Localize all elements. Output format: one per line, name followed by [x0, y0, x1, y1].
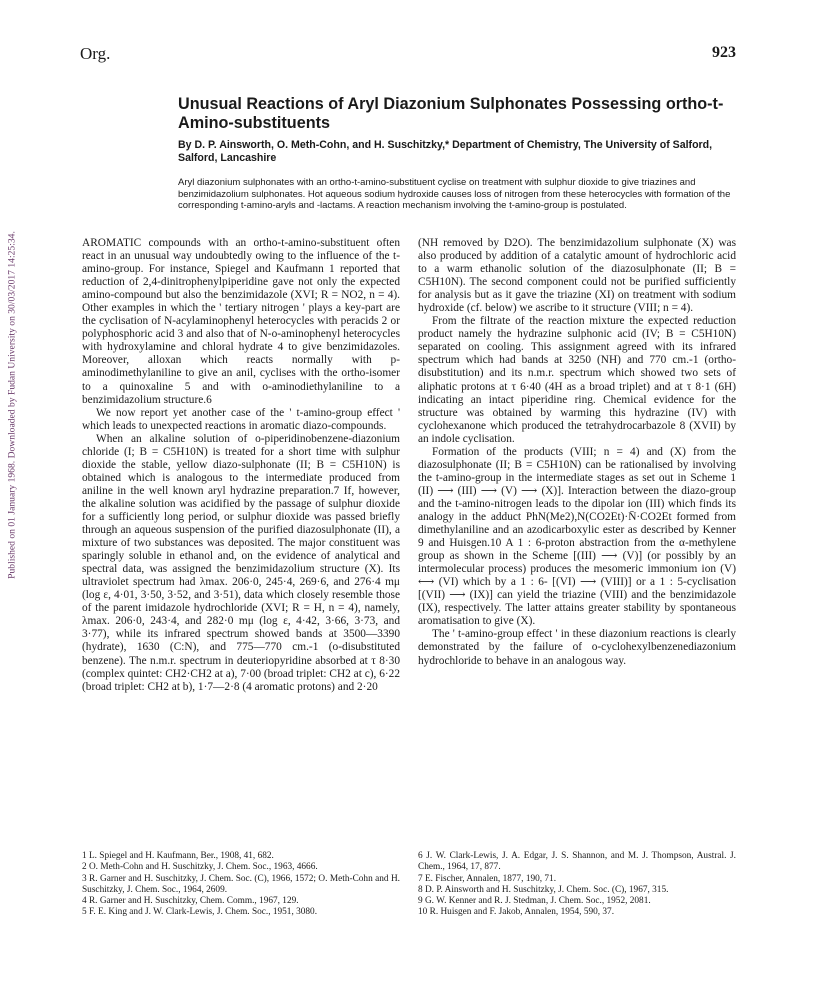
footnote: 4 R. Garner and H. Suschitzky, Chem. Comm., 1967, 129.: [82, 896, 299, 907]
body-paragraph: Formation of the products (VIII; n = 4) and (X) from the diazosulphonate (II; B = C5H10N) can be rationalised by involving the t-amino-group in the intermediate stages as set out in Scheme 1 (II) ⟶ (III) ⟶ (V) ⟶ (X)]. Interaction between the diazo-group and the t-amino-nitrogen leads to the dipolar ion (III) which finds its analogy in the adduct PhN(Me2),N(CO2Et)·N̄·CO2Et formed from dimethylaniline and an azodicarboxylic ester as described by Kenner 9 and Huisgen.10 A 1 : 6-proton abstraction from the α-methylene group as shown in the Scheme [(III) ⟶ (V)] (or possibly by an intermolecular process) produces the mesomeric immonium ion (V) ⟷ (VI) which by a 1 : 6- [(VI) ⟶ (VIII)] or a 1 : 5-cyclisation [(VII) ⟶ (IX)] can yield the triazine (VIII) and the benzimidazole (IX), respectively. The latter attains greater stability by spontaneous aromatisation to give (X).: [418, 445, 736, 628]
body-paragraph: (NH removed by D2O). The benzimidazolium sulphonate (X) was also produced by addition of a catalytic amount of hydrochloric acid to a warm ethanolic solution of the diazosulphonate (II; B = C5H10N). The second component could not be purified sufficiently for analysis but as it gave the triazine (XI) on treatment with sodium hydroxide (cf. below) we ascribe to it structure (VIII; n = 4).: [418, 237, 736, 315]
body-column-left: [82, 237, 400, 694]
body-paragraph: From the filtrate of the reaction mixture the expected reduction product namely the hydrazine sulphonic acid (IV; B = C5H10N) separated on cooling. This assignment agreed with its infrared spectrum which had bands at 3250 (NH) and 770 cm.-1 (ortho-disubstitution) and its n.m.r. spectrum which showed two sets of aliphatic protons at τ 6·40 (4H as a broad triplet) and at τ 8·1 (6H) indicating an intact piperidine ring. Chemical evidence for the structure was obtained by warming this hydrazine (IV) with cyclohexanone which produced the tetrahydrocarbazole 8 (XVII) by an indole cyclisation.: [418, 315, 736, 445]
body-paragraph: When an alkaline solution of o-piperidinobenzene-diazonium chloride (I; B = C5H10N) is treated for a short time with sulphur dioxide the stable, yellow diazo-sulphonate (II; B = C5H10N) is obtained which is analogous to the intermediate produced from aniline in the well known aryl hydrazine preparation.7 If, however, the alkaline solution was acidified by the passage of sulphur dioxide for a sufficiently long period, or sulphur dioxide was passed briefly through an aqueous suspension of the purified diazosulphonate (II), a mixture of two substances was deposited. The major constituent was sparingly soluble in ethanol and, on the evidence of analytical and spectral data, was assigned the benzimidazolium structure (X). Its ultraviolet spectrum had λmax. 206·0, 245·4, 269·6, and 276·4 mμ (log ε, 4·01, 3·50, 3·52, and 3·51), data which closely resemble those of the parent imidazole hydrochloride (XVI; R = H, n = 4), namely, λmax. 206·0, 243·4, and 282·0 mμ (log ε, 4·42, 3·66, 3·73, and 3·77), while its infrared spectrum showed bands at 3500—3390 (hydrate), 1630 (C:N), and 775—770 cm.-1 (o-disubstituted benzene). The n.m.r. spectrum in deuteriopyridine absorbed at τ 8·30 (complex quintet: CH2·CH2 at a), 7·00 (broad triplet: CH2 at c), 6·22 (broad triplet: CH2 at b), 1·7—2·8 (4 aromatic protons) and 2·20: [82, 432, 400, 693]
sidebar-text: Published on 01 January 1968. Downloaded by Fudan University on 30/03/2017 14:25:34.: [6, 231, 18, 579]
footnotes-right: [418, 851, 736, 919]
footnote: 7 E. Fischer, Annalen, 1877, 190, 71.: [418, 873, 557, 884]
running-head: [80, 44, 736, 64]
article-title: Unusual Reactions of Aryl Diazonium Sulphonates Possessing ortho-t-Amino-substituents: [178, 95, 724, 132]
body-paragraph: The ' t-amino-group effect ' in these diazonium reactions is clearly demonstrated by the failure of o-cyclohexylbenzenediazonium hydrochloride to behave in an analogous way.: [418, 628, 736, 667]
footnote: 5 F. E. King and J. W. Clark-Lewis, J. Chem. Soc., 1951, 3080.: [82, 907, 318, 918]
download-sidebar-note: [4, 190, 20, 620]
affiliation: Department of Chemistry, The University of Salford, Salford, Lancashire: [178, 139, 713, 164]
author-names: By D. P. Ainsworth, O. Meth-Cohn, and H. Suschitzky,*: [178, 139, 450, 151]
footnote: 8 D. P. Ainsworth and H. Suschitzky, J. Chem. Soc. (C), 1967, 315.: [418, 884, 669, 895]
footnote: 1 L. Spiegel and H. Kaufmann, Ber., 1908, 41, 682.: [82, 851, 274, 861]
footnote: 6 J. W. Clark-Lewis, J. A. Edgar, J. S. Shannon, and M. J. Thompson, Austral. J. Chem., 1964, 17, 877.: [418, 851, 736, 873]
author-block: [178, 139, 738, 165]
journal-section: Org.: [80, 44, 111, 63]
body-column-right: [418, 237, 736, 668]
page-number: 923: [712, 44, 736, 61]
body-paragraph: We now report yet another case of the ' t-amino-group effect ' which leads to unexpected reactions in aromatic diazo-compounds.: [82, 406, 400, 432]
footnote: 3 R. Garner and H. Suschitzky, J. Chem. Soc. (C), 1966, 1572; O. Meth-Cohn and H. Suschitzky, J. Chem. Soc., 1964, 2609.: [82, 873, 400, 895]
footnote: 9 G. W. Kenner and R. J. Stedman, J. Chem. Soc., 1952, 2081.: [418, 896, 651, 907]
footnote: 10 R. Huisgen and F. Jakob, Annalen, 1954, 590, 37.: [418, 907, 615, 918]
body-paragraph: AROMATIC compounds with an ortho-t-amino-substituent often react in an unusual way undoubtedly owing to the influence of the t-amino-group. For instance, Spiegel and Kaufmann 1 reported that reduction of 2,4-dinitrophenylpiperidine gave not only the expected amino-compound but also the benzimidazole (XVI; R = NO2, n = 4). Other examples in which the ' tertiary nitrogen ' plays a key-part are the cyclisation of N-acylaminophenyl heterocycles with peracids 2 or polyphosphoric acid 3 and also that of N-o-aminophenyl heterocycles with hydroxylamine and chloral hydrate 4 to give benzimidazoles. Moreover, alloxan which reacts normally with p-aminodimethylaniline to give an anil, cyclises with the ortho-isomer to a quinoxaline 5 and with o-aminodiethylaniline to a benzimidazolium structure.6: [82, 237, 400, 406]
abstract: Aryl diazonium sulphonates with an ortho-t-amino-substituent cyclise on treatment with sulphur dioxide to give triazines and benzimidazolium sulphonates. Hot aqueous sodium hydroxide causes loss of nitrogen from these heterocycles with formation of the corresponding t-amino-aryls and -lactams. A reaction mechanism involving the t-amino-group is postulated.: [178, 177, 731, 211]
footnotes-left: [82, 851, 400, 919]
footnote: 2 O. Meth-Cohn and H. Suschitzky, J. Chem. Soc., 1963, 4666.: [82, 862, 318, 873]
